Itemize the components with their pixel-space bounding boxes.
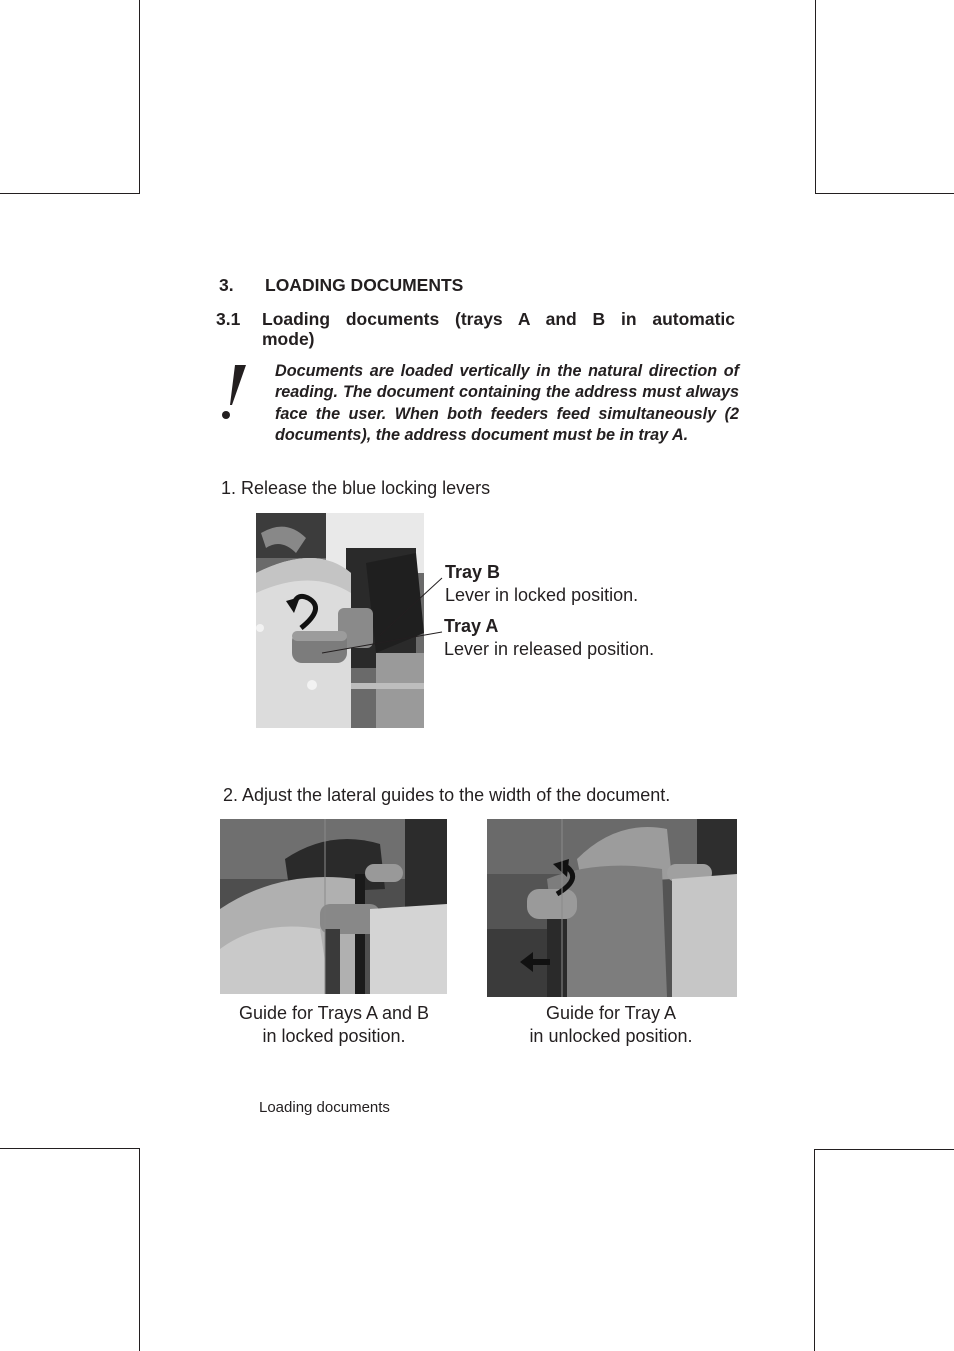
- warning-text: Documents are loaded vertically in the natural direction of reading. The document containing the address must always face the user. When both feeders feed simultaneously (2 documents), the address document must be in tray A.: [275, 362, 739, 445]
- step-1-text: 1. Release the blue locking levers: [221, 478, 491, 498]
- subsection-title: Loading documents (trays A and B in automatic mode): [262, 309, 735, 349]
- tray-a-label: Tray A: [444, 616, 499, 636]
- tray-b-description: Lever in locked position.: [445, 585, 639, 605]
- section-title: LOADING DOCUMENTS: [265, 275, 464, 295]
- guide-locked-photo: [220, 819, 447, 994]
- tray-b-label: Tray B: [445, 562, 501, 582]
- guide-unlocked-caption: [491, 1002, 731, 1048]
- guide-locked-caption-line-1: Guide for Trays A and B: [238, 1003, 430, 1023]
- guide-locked-caption-line-2: in locked position.: [262, 1026, 406, 1046]
- page-footer: Loading documents: [259, 1099, 390, 1116]
- tray-a-description: Lever in released position.: [444, 639, 655, 659]
- guide-unlocked-caption-line-2: in unlocked position.: [529, 1026, 693, 1046]
- section-number: 3.: [219, 275, 234, 295]
- subsection-number: 3.1: [216, 309, 241, 329]
- guide-locked-caption: [214, 1002, 454, 1048]
- guide-unlocked-photo: [487, 819, 737, 997]
- step-2-text: 2. Adjust the lateral guides to the width of the document.: [223, 785, 671, 805]
- guide-unlocked-caption-line-1: Guide for Tray A: [545, 1003, 677, 1023]
